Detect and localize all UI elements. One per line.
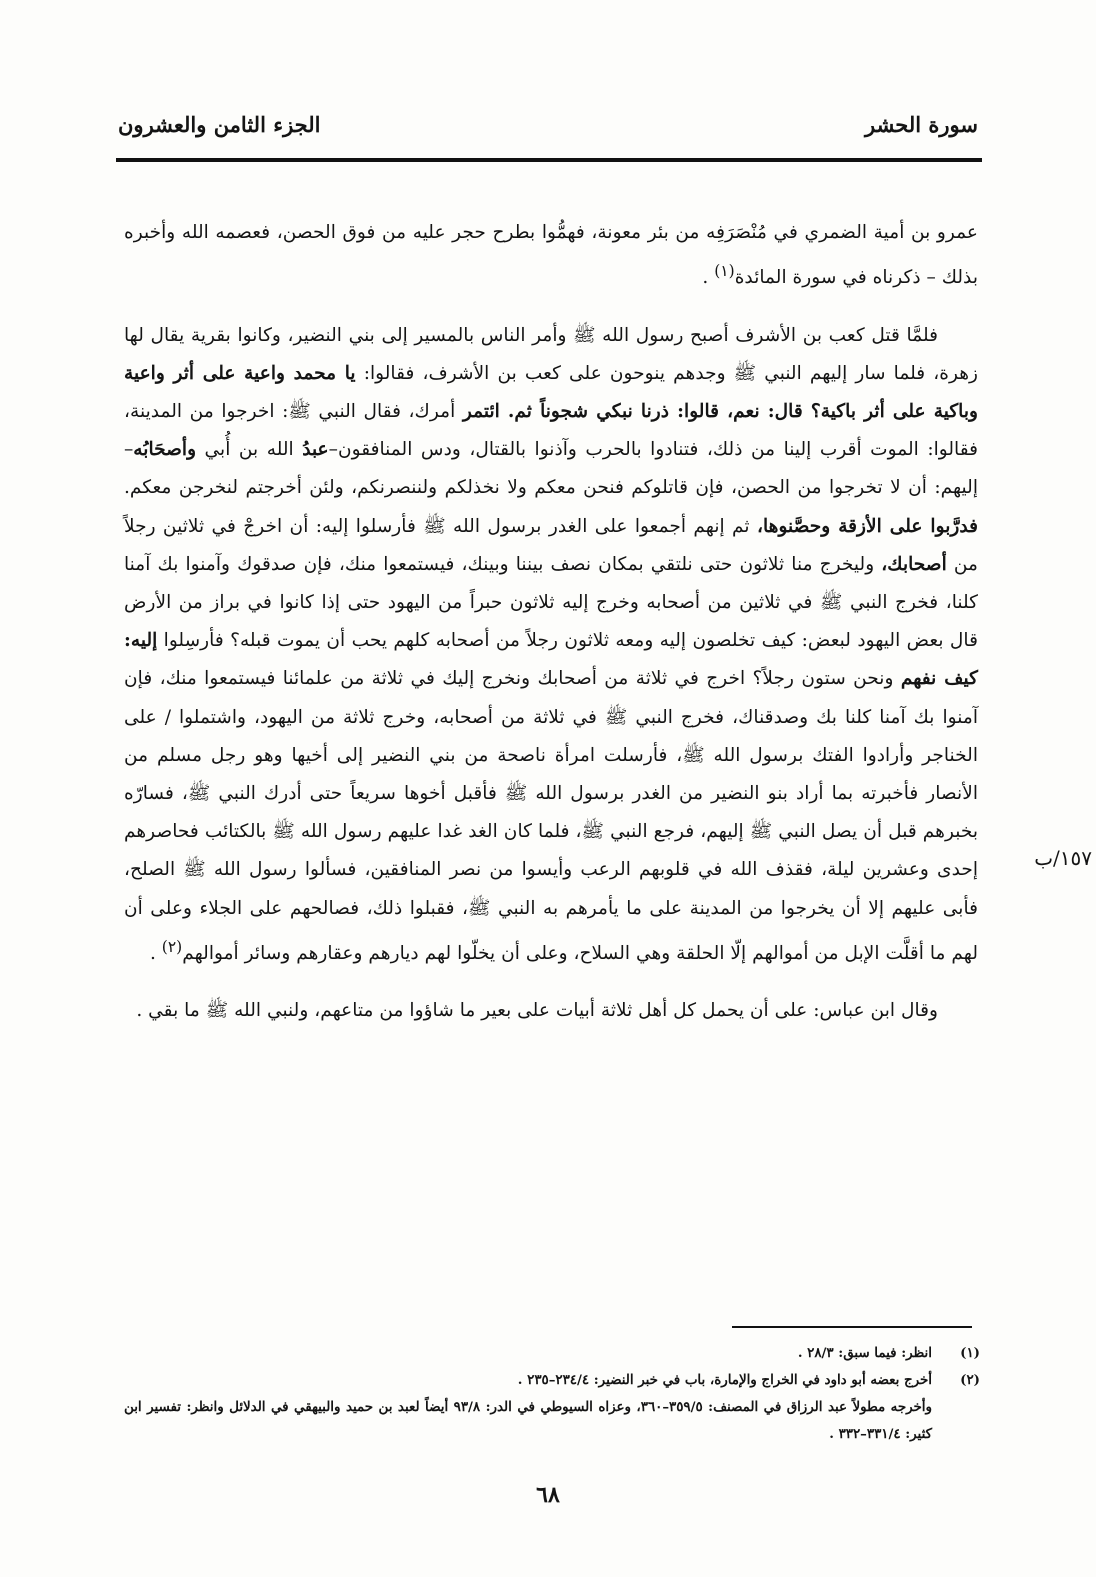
paragraph-3: وقال ابن عباس: على أن يحمل كل أهل ثلاثة أبيات على بعير ما شاؤوا من متاعهم، ولنبي الله ﷺ ما بقي . xyxy=(136,1000,938,1022)
paragraph-2-part-i: ثم إنهم أجمعوا على الغدر برسول الله ﷺ فأرسلوا إليه: أن اخرجْ في ثلاثين رجلاً من xyxy=(124,515,978,575)
paragraph-2-bold-h: فدرَّبوا على الأزقة وحصَّنوها، xyxy=(756,515,978,537)
footnote-2-continuation: وأخرجه مطولاً عبد الرزاق في المصنف: ٣٥٩/٥–٣٦٠، وعزاه السيوطي في الدر: ٩٣/٨ أيضاً لعبد بن حميد والبيهقي في الدلائل وانظر: تفسير ابن كثير: ٣٣١/٤–٣٣٢ . xyxy=(124,1399,932,1442)
manuscript-folio-note: ١٥٧/ب xyxy=(1034,846,1092,870)
main-text xyxy=(124,214,978,1049)
page-number: ٦٨ xyxy=(536,1482,560,1508)
paragraph-2-part-m: ونحن ستون رجلاً؟ اخرج في ثلاثة من أصحابك ونخرج إليك في ثلاثة من علمائنا فيستمعوا منك، فإن آمنوا بك آمنا كلنا بك وصدقناك، فخرج النبي ﷺ في ثلاثة من أصحابه، وخرج ثلاثة من اليهود، واشتملوا / على الخناجر وأرادوا الفتك برسول الله ﷺ، فأرسلت امرأة ناصحة من بني النضير إلى أخيها وهو رجل مسلم من الأنصار فأخبرته بما أراد بنو النضير من الغدر برسول الله ﷺ فأقبل أخوها سريعاً حتى أدرك النبي ﷺ، فسارّه بخبرهم قبل أن يصل النبي ﷺ إليهم، فرجع النبي ﷺ، فلما كان الغد غدا عليهم رسول الله ﷺ بالكتائب فحاصرهم إحدى وعشرين ليلة، فقذف الله في قلوبهم الرعب وأيسوا من نصر المنافقين، فسألوا رسول الله ﷺ الصلح، فأبى عليهم إلا أن يخرجوا من المدينة على ما يأمرهم به النبي ﷺ، فقبلوا ذلك، فصالحهم على الجلاء وعلى أن لهم ما أقلَّت الإبل من أموالهم إلّا الحلقة وهي السلاح، وعلى أن يخلّوا لهم ديارهم وعقارهم وسائر أموالهم xyxy=(124,668,978,965)
paragraph-2-bold-f: وأصحَابُه xyxy=(133,439,197,461)
footnote-text: انظر: فيما سبق: ٢٨/٣ . xyxy=(797,1345,932,1361)
footnote-2 xyxy=(124,1367,980,1394)
footnote-number: (١) xyxy=(960,1345,980,1361)
running-header xyxy=(118,112,978,152)
paragraph-1-end: . xyxy=(702,267,715,289)
header-divider xyxy=(116,158,982,162)
footnote-1 xyxy=(124,1340,980,1367)
footnote-number: (٢) xyxy=(960,1372,980,1388)
paragraph-2-part-e: الله بن أُبي xyxy=(196,439,303,461)
paragraph-2-part-g: – إليهم: أن لا تخرجوا من الحصن، فإن قاتلوكم فنحن معكم ولا نخذلكم ولننصرنكم، ولئن أخرجتم لنخرجن معكم. xyxy=(124,439,978,499)
paragraph-2-part-c: أمرك، فقال النبي ﷺ: اخرجوا من المدينة، فقالوا: الموت أقرب إلينا من ذلك، فتنادوا بالحرب وآذنوا بالقتال، ودس المنافقون– xyxy=(124,401,979,461)
paragraph-2-bold-b: يا محمد واعية على أثر واعية وباكية على أثر باكية؟ قال: نعم، قالوا: ذرنا نبكي شجوناً ثم. ائتمر xyxy=(124,362,978,422)
paragraph-1 xyxy=(124,214,978,298)
paragraph-2-end: . xyxy=(149,943,162,965)
footnote-text: أخرج بعضه أبو داود في الخراج والإمارة، باب في خبر النضير: ٢٣٤/٤–٢٣٥ . xyxy=(517,1372,932,1388)
surah-title: سورة الحشر xyxy=(864,112,978,137)
footnote-ref-2: (٢) xyxy=(161,937,183,956)
paragraph-2-bold-d: عبدُ xyxy=(302,439,329,461)
paragraph-2 xyxy=(124,317,978,974)
footnote-divider xyxy=(732,1326,972,1328)
paragraph-2-part-a: فلمَّا قتل كعب بن الأشرف أصبح رسول الله ﷺ وأمر الناس بالمسير إلى بني النضير، وكانوا بقرية يقال لها زهرة، فلما سار إليهم النبي ﷺ وجدهم ينوحون على كعب بن الأشرف، فقالوا: xyxy=(124,324,979,384)
footnotes xyxy=(124,1340,980,1448)
footnote-ref-1: (١) xyxy=(714,262,735,281)
paragraph-2-bold-l: إليه: كيف نفهم xyxy=(124,630,978,690)
paragraph-2-bold-j: أصحابك، xyxy=(881,553,947,575)
paragraph-1-text: عمرو بن أمية الضمري في مُنْصَرَفِه من بئر معونة، فهمُّوا بطرح حجر عليه من فوق الحصن، فعصمه الله وأخبره بذلك – ذكرناه في سورة المائدة xyxy=(124,222,978,289)
paragraph-2-part-k: وليخرج منا ثلاثون حتى نلتقي بمكان نصف بيننا وبينك، فيستمعوا منك، فإن صدقوك وآمنوا بك آمنا كلنا، فخرج النبي ﷺ في ثلاثين من أصحابه وخرج إليه ثلاثون حبراً من اليهود حتى إذا كانوا في براز من الأرض قال بعض اليهود لبعض: كيف تخلصون إليه ومعه ثلاثون رجلاً من أصحابه كلهم يحب أن يموت قبله؟ فأرسِلوا xyxy=(124,553,978,652)
juz-title: الجزء الثامن والعشرون xyxy=(118,112,321,137)
